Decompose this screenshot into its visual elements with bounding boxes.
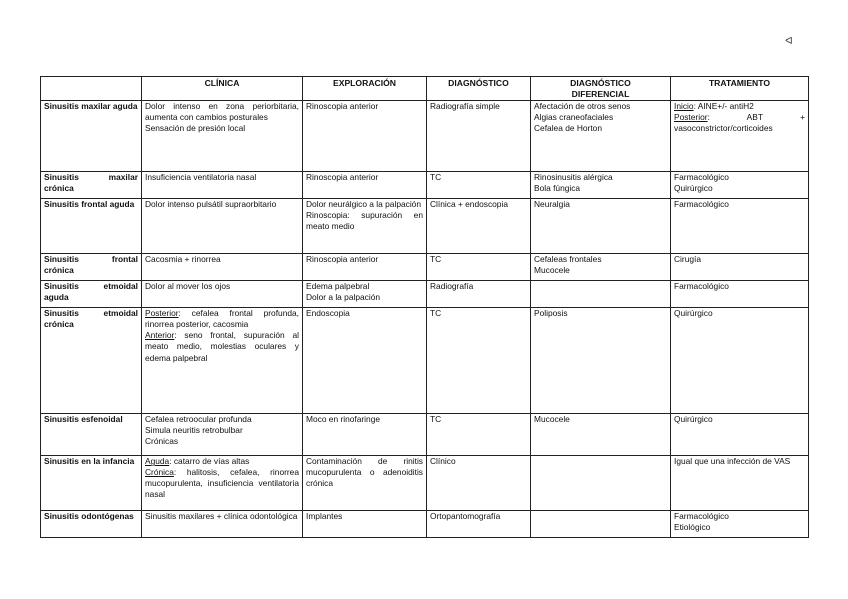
cell-diagnostico bbox=[427, 456, 531, 511]
cell-tratamiento bbox=[671, 308, 809, 414]
clinica-line: Simula neuritis retrobulbar bbox=[145, 425, 243, 436]
table-row bbox=[41, 511, 809, 538]
clinica-line: Crónicas bbox=[145, 436, 179, 447]
row-name: Sinusitis esfenoidal bbox=[41, 414, 142, 456]
cell-diagnostico bbox=[427, 414, 531, 456]
diagnostico-line: TC bbox=[430, 308, 442, 319]
exploracion-line: Implantes bbox=[306, 511, 343, 522]
cell-diagnostico bbox=[427, 281, 531, 308]
cell-diferencial bbox=[531, 172, 671, 199]
clinica-aguda bbox=[145, 456, 299, 467]
cell-tratamiento bbox=[671, 199, 809, 254]
tratamiento-line: Farmacológico bbox=[674, 511, 729, 522]
cell-exploracion bbox=[303, 511, 427, 538]
cell-exploracion bbox=[303, 199, 427, 254]
inicio-label: Inicio bbox=[674, 101, 694, 112]
diagnostico-line: TC bbox=[430, 414, 442, 425]
header-diagnostico-diferencial bbox=[531, 77, 671, 101]
table-row bbox=[41, 199, 809, 254]
header-clinica: CLÍNICA bbox=[142, 77, 303, 101]
diferencial-line: Afectación de otros senos bbox=[534, 101, 631, 112]
cell-diferencial bbox=[531, 101, 671, 172]
cell-exploracion bbox=[303, 172, 427, 199]
clinica-anterior bbox=[145, 330, 299, 363]
exploracion-line: Contaminación de rinitis mucopurulenta o adenoiditis crónica bbox=[306, 456, 423, 489]
cell-clinica bbox=[142, 456, 303, 511]
cronica-label: Crónica bbox=[145, 467, 174, 478]
cell-clinica bbox=[142, 172, 303, 199]
diferencial-line: Bola fúngica bbox=[534, 183, 581, 194]
cell-diagnostico bbox=[427, 308, 531, 414]
exploracion-line: Rinoscopia anterior bbox=[306, 101, 379, 112]
diferencial-line: Cefaleas frontales bbox=[534, 254, 602, 265]
cell-diagnostico bbox=[427, 511, 531, 538]
diferencial-line: Mucocele bbox=[534, 265, 570, 276]
cell-clinica bbox=[142, 281, 303, 308]
tratamiento-line: Farmacológico bbox=[674, 281, 729, 292]
clinica-cronica bbox=[145, 467, 299, 500]
row-name: Sinusitis odontógenas bbox=[41, 511, 142, 538]
posterior-label: Posterior bbox=[145, 308, 179, 319]
posterior-text: : ABT + vasoconstrictor/corticoides bbox=[674, 112, 805, 134]
posterior-label: Posterior bbox=[674, 112, 708, 123]
header-row bbox=[41, 77, 809, 101]
exploracion-line: Rinoscopia anterior bbox=[306, 172, 379, 183]
header-name bbox=[41, 77, 142, 101]
clinica-line: Sensación de presión local bbox=[145, 123, 246, 134]
diferencial-line: Algias craneofaciales bbox=[534, 112, 614, 123]
aguda-label: Aguda bbox=[145, 456, 170, 467]
cell-exploracion bbox=[303, 308, 427, 414]
cell-diagnostico bbox=[427, 199, 531, 254]
cell-tratamiento bbox=[671, 172, 809, 199]
tratamiento-line: Quirúrgico bbox=[674, 183, 713, 194]
tratamiento-line: Farmacológico bbox=[674, 172, 729, 183]
tratamiento-line: Igual que una infección de VAS bbox=[674, 456, 791, 467]
aguda-text: : catarro de vías altas bbox=[169, 456, 250, 467]
row-name: Sinusitis frontal crónica bbox=[41, 254, 142, 281]
table-row bbox=[41, 456, 809, 511]
tratamiento-line: Quirúrgico bbox=[674, 414, 713, 425]
cell-tratamiento bbox=[671, 254, 809, 281]
row-name: Sinusitis maxilar aguda bbox=[41, 101, 142, 172]
header-exploracion: EXPLORACIÓN bbox=[303, 77, 427, 101]
row-name: Sinusitis etmoidal aguda bbox=[41, 281, 142, 308]
cell-diferencial bbox=[531, 281, 671, 308]
diferencial-line: Poliposis bbox=[534, 308, 568, 319]
diferencial-line: Mucocele bbox=[534, 414, 570, 425]
cell-diferencial bbox=[531, 456, 671, 511]
clinica-line: Dolor al mover los ojos bbox=[145, 281, 231, 292]
cell-diagnostico bbox=[427, 254, 531, 281]
clinica-posterior bbox=[145, 308, 299, 330]
exploracion-line: Dolor a la palpación bbox=[306, 292, 381, 303]
header-diagnostico: DIAGNÓSTICO bbox=[427, 77, 531, 101]
cell-diferencial bbox=[531, 199, 671, 254]
cell-exploracion bbox=[303, 254, 427, 281]
table-row bbox=[41, 281, 809, 308]
cell-diagnostico bbox=[427, 101, 531, 172]
diagnostico-line: TC bbox=[430, 254, 442, 265]
cell-exploracion bbox=[303, 456, 427, 511]
tratamiento-line: Farmacológico bbox=[674, 199, 729, 210]
clinica-line: Insuficiencia ventilatoria nasal bbox=[145, 172, 257, 183]
page-number: ᐊ bbox=[785, 36, 793, 47]
cell-exploracion bbox=[303, 101, 427, 172]
anterior-text: : seno frontal, supuración al meato medio, molestias oculares y edema palpebral bbox=[145, 330, 299, 363]
table-row bbox=[41, 308, 809, 414]
clinica-line: Cacosmia + rinorrea bbox=[145, 254, 221, 265]
cell-tratamiento bbox=[671, 456, 809, 511]
diagnostico-line: Ortopantomografía bbox=[430, 511, 501, 522]
posterior-text: : cefalea frontal profunda, rinorrea posterior, cacosmia bbox=[145, 308, 299, 330]
cell-exploracion bbox=[303, 414, 427, 456]
table-row bbox=[41, 101, 809, 172]
sinusitis-table bbox=[40, 76, 809, 538]
header-diferencial-line-1: DIAGNÓSTICO bbox=[570, 78, 631, 88]
cell-clinica bbox=[142, 308, 303, 414]
exploracion-line: Rinoscopia anterior bbox=[306, 254, 379, 265]
clinica-line: Dolor intenso pulsátil supraorbitario bbox=[145, 199, 277, 210]
row-name: Sinusitis frontal aguda bbox=[41, 199, 142, 254]
cell-tratamiento bbox=[671, 101, 809, 172]
exploracion-line: Rinoscopia: supuración en meato medio bbox=[306, 210, 423, 232]
cell-diferencial bbox=[531, 414, 671, 456]
exploracion-line: Edema palpebral bbox=[306, 281, 370, 292]
diferencial-line: Rinosinusitis alérgica bbox=[534, 172, 613, 183]
tratamiento-line: Cirugía bbox=[674, 254, 701, 265]
cell-diferencial bbox=[531, 511, 671, 538]
tratamiento-line: Quirúrgico bbox=[674, 308, 713, 319]
cell-clinica bbox=[142, 511, 303, 538]
table-row bbox=[41, 172, 809, 199]
header-diferencial-line-2: DIFERENCIAL bbox=[571, 89, 630, 100]
cell-diferencial bbox=[531, 308, 671, 414]
cell-tratamiento bbox=[671, 511, 809, 538]
cell-clinica bbox=[142, 199, 303, 254]
cell-clinica bbox=[142, 414, 303, 456]
clinica-line: Sinusitis maxilares + clínica odontológica bbox=[145, 511, 298, 522]
exploracion-line: Moco en rinofaringe bbox=[306, 414, 381, 425]
cell-diferencial bbox=[531, 254, 671, 281]
exploracion-line: Endoscopia bbox=[306, 308, 350, 319]
diagnostico-line: Radiografía bbox=[430, 281, 474, 292]
table-row bbox=[41, 414, 809, 456]
tratamiento-line: Etiológico bbox=[674, 522, 711, 533]
diferencial-line: Neuralgia bbox=[534, 199, 570, 210]
row-name: Sinusitis etmoidal crónica bbox=[41, 308, 142, 414]
tratamiento-inicio bbox=[674, 101, 805, 112]
row-name: Sinusitis maxilar crónica bbox=[41, 172, 142, 199]
cell-diagnostico bbox=[427, 172, 531, 199]
diagnostico-line: Radiografía simple bbox=[430, 101, 500, 112]
row-name: Sinusitis en la infancia bbox=[41, 456, 142, 511]
table-row bbox=[41, 254, 809, 281]
anterior-label: Anterior bbox=[145, 330, 175, 341]
cell-tratamiento bbox=[671, 281, 809, 308]
diferencial-line: Cefalea de Horton bbox=[534, 123, 602, 134]
diagnostico-line: Clínico bbox=[430, 456, 456, 467]
clinica-line: Cefalea retroocular profunda bbox=[145, 414, 252, 425]
exploracion-line: Dolor neurálgico a la palpación bbox=[306, 199, 421, 210]
cell-clinica bbox=[142, 101, 303, 172]
cell-tratamiento bbox=[671, 414, 809, 456]
cell-clinica bbox=[142, 254, 303, 281]
header-tratamiento: TRATAMIENTO bbox=[671, 77, 809, 101]
inicio-text: : AINE+/- antiH2 bbox=[693, 101, 754, 112]
clinica-line: Dolor intenso en zona periorbitaria, aumenta con cambios posturales bbox=[145, 101, 299, 123]
diagnostico-line: Clínica + endoscopia bbox=[430, 199, 508, 210]
diagnostico-line: TC bbox=[430, 172, 442, 183]
cell-exploracion bbox=[303, 281, 427, 308]
cronica-text: : halitosis, cefalea, rinorrea mucopurulenta, insuficiencia ventilatoria nasal bbox=[145, 467, 299, 500]
tratamiento-posterior bbox=[674, 112, 805, 133]
